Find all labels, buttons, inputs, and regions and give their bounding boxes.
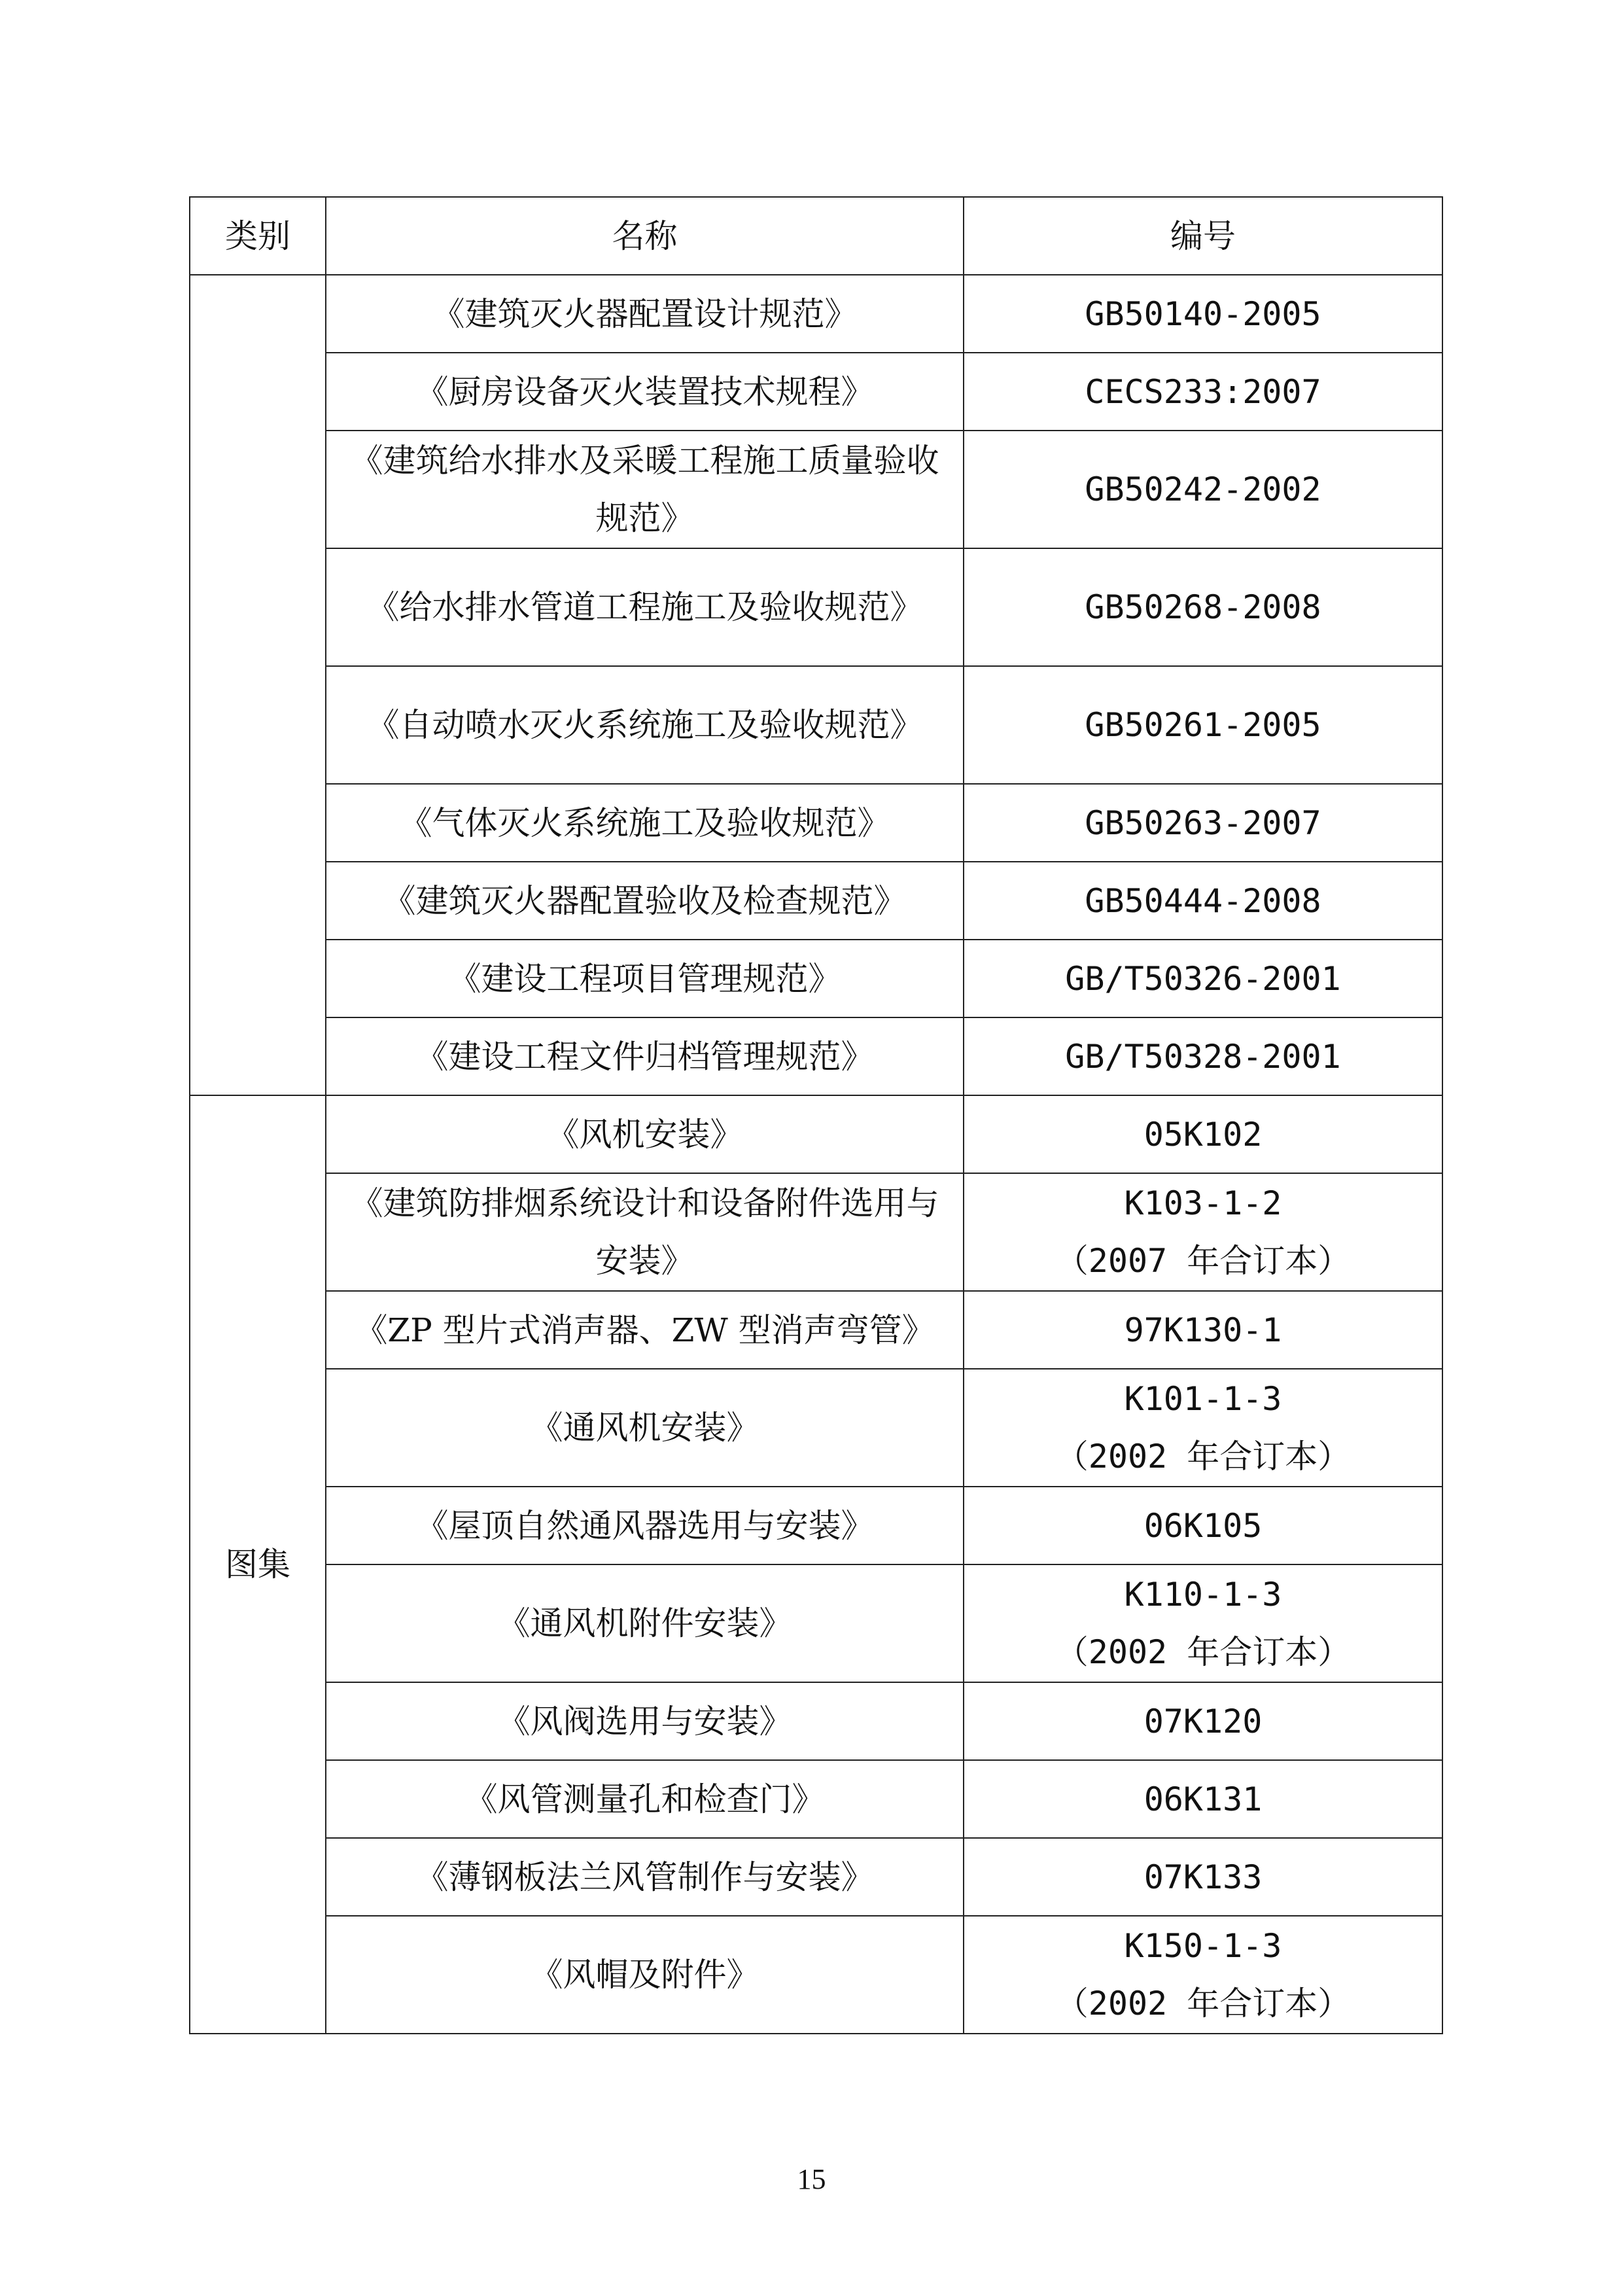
standards-table — [189, 196, 1443, 2034]
table-row — [190, 1291, 1442, 1369]
atlas-name: 《ZP 型片式消声器、ZW 型消声弯管》 — [326, 1291, 964, 1369]
page-number: 15 — [797, 2163, 826, 2195]
standard-code: GB50263-2007 — [964, 784, 1442, 862]
atlas-name: 《风机安装》 — [326, 1095, 964, 1173]
table-row — [190, 1173, 1442, 1291]
atlas-code: 06K131 — [964, 1760, 1442, 1838]
table-row — [190, 1017, 1442, 1095]
table-row — [190, 1487, 1442, 1564]
atlas-name: 《屋顶自然通风器选用与安装》 — [326, 1487, 964, 1564]
table-row — [190, 353, 1442, 431]
table-row — [190, 1095, 1442, 1173]
atlas-code: K150-1-3 （2002 年合订本） — [964, 1916, 1442, 2034]
atlas-code: 97K130-1 — [964, 1291, 1442, 1369]
atlas-code: 07K120 — [964, 1682, 1442, 1760]
atlas-code: 05K102 — [964, 1095, 1442, 1173]
standard-code: GB50140-2005 — [964, 275, 1442, 353]
standard-name: 《厨房设备灭火装置技术规程》 — [326, 353, 964, 431]
table-row — [190, 862, 1442, 940]
table-row — [190, 1916, 1442, 2034]
atlas-name: 《风管测量孔和检查门》 — [326, 1760, 964, 1838]
standard-name: 《建筑给水排水及采暖工程施工质量验收规范》 — [326, 431, 964, 548]
standard-name: 《给水排水管道工程施工及验收规范》 — [326, 548, 964, 666]
header-code: 编号 — [964, 197, 1442, 275]
standard-name: 《建筑灭火器配置验收及检查规范》 — [326, 862, 964, 940]
standard-code: CECS233:2007 — [964, 353, 1442, 431]
standard-code: GB50444-2008 — [964, 862, 1442, 940]
standard-code: GB/T50328-2001 — [964, 1017, 1442, 1095]
table-row — [190, 1838, 1442, 1916]
table-row — [190, 940, 1442, 1017]
atlas-name: 《风帽及附件》 — [326, 1916, 964, 2034]
header-name: 名称 — [326, 197, 964, 275]
table-row — [190, 1682, 1442, 1760]
atlas-name: 《薄钢板法兰风管制作与安装》 — [326, 1838, 964, 1916]
standard-name: 《气体灭火系统施工及验收规范》 — [326, 784, 964, 862]
table-row — [190, 666, 1442, 784]
table-row — [190, 548, 1442, 666]
atlas-name: 《风阀选用与安装》 — [326, 1682, 964, 1760]
standard-code: GB/T50326-2001 — [964, 940, 1442, 1017]
table-row — [190, 1564, 1442, 1682]
atlas-name: 《通风机附件安装》 — [326, 1564, 964, 1682]
standard-name: 《建筑灭火器配置设计规范》 — [326, 275, 964, 353]
atlas-name: 《建筑防排烟系统设计和设备附件选用与安装》 — [326, 1173, 964, 1291]
table-header-row — [190, 197, 1442, 275]
header-category: 类别 — [190, 197, 326, 275]
table-row — [190, 275, 1442, 353]
standard-name: 《建设工程文件归档管理规范》 — [326, 1017, 964, 1095]
standard-code: GB50268-2008 — [964, 548, 1442, 666]
atlas-code: K110-1-3 （2002 年合订本） — [964, 1564, 1442, 1682]
table-row — [190, 1369, 1442, 1487]
standard-name: 《自动喷水灭火系统施工及验收规范》 — [326, 666, 964, 784]
standard-name: 《建设工程项目管理规范》 — [326, 940, 964, 1017]
table-row — [190, 1760, 1442, 1838]
atlas-code: K101-1-3 （2002 年合订本） — [964, 1369, 1442, 1487]
category-cell-atlas: 图集 — [190, 1095, 326, 2034]
atlas-name: 《通风机安装》 — [326, 1369, 964, 1487]
table-row — [190, 784, 1442, 862]
atlas-code: K103-1-2 （2007 年合订本） — [964, 1173, 1442, 1291]
table-row — [190, 431, 1442, 548]
standard-code: GB50261-2005 — [964, 666, 1442, 784]
standard-code: GB50242-2002 — [964, 431, 1442, 548]
category-cell-standards — [190, 275, 326, 1095]
atlas-code: 06K105 — [964, 1487, 1442, 1564]
atlas-code: 07K133 — [964, 1838, 1442, 1916]
